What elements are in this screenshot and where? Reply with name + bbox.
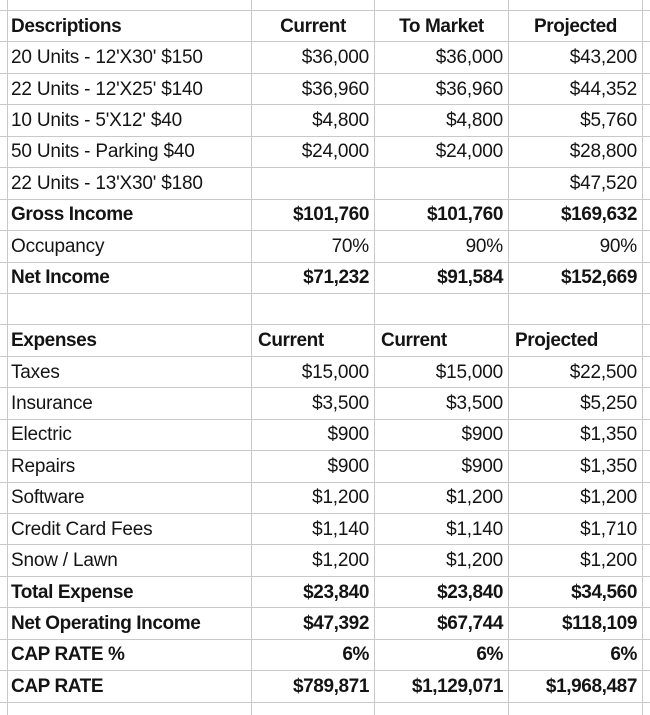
value-cell[interactable]: 70% xyxy=(252,231,375,262)
value-cell[interactable] xyxy=(252,168,375,199)
grid-margin-cell xyxy=(643,671,650,702)
row-label-cell[interactable]: Occupancy xyxy=(8,231,252,262)
value-cell[interactable]: $1,200 xyxy=(509,545,643,576)
value-cell[interactable]: $4,800 xyxy=(252,105,375,136)
row-label-cell[interactable]: Insurance xyxy=(8,388,252,419)
value-cell[interactable]: $1,140 xyxy=(252,514,375,545)
value-cell[interactable]: 90% xyxy=(375,231,509,262)
grid-margin-cell xyxy=(0,11,8,42)
value-cell[interactable]: $101,760 xyxy=(375,200,509,231)
grid-margin-cell xyxy=(0,388,8,419)
empty-cell[interactable] xyxy=(252,294,375,325)
value-cell[interactable]: $47,520 xyxy=(509,168,643,199)
value-cell[interactable]: $1,710 xyxy=(509,514,643,545)
grid-margin-cell xyxy=(643,545,650,576)
grid-margin-cell xyxy=(643,263,650,294)
empty-cell[interactable] xyxy=(509,294,643,325)
row-label-cell[interactable]: 22 Units - 12'X25' $140 xyxy=(8,74,252,105)
grid-margin-cell xyxy=(0,42,8,73)
value-cell[interactable]: $101,760 xyxy=(252,200,375,231)
empty-cell xyxy=(8,703,252,715)
row-label-cell[interactable]: 10 Units - 5'X12' $40 xyxy=(8,105,252,136)
grid-margin-cell xyxy=(0,168,8,199)
grid-margin-cell xyxy=(0,357,8,388)
row-label-cell[interactable]: Gross Income xyxy=(8,200,252,231)
value-cell[interactable]: $1,350 xyxy=(509,420,643,451)
value-cell[interactable]: $900 xyxy=(375,451,509,482)
row-label-cell[interactable]: CAP RATE xyxy=(8,671,252,702)
grid-margin-cell xyxy=(643,608,650,639)
grid-margin-cell xyxy=(0,451,8,482)
row-label-cell[interactable]: 22 Units - 13'X30' $180 xyxy=(8,168,252,199)
grid-margin-cell xyxy=(0,640,8,671)
value-cell[interactable]: $24,000 xyxy=(375,137,509,168)
value-cell[interactable]: $1,200 xyxy=(375,483,509,514)
value-cell[interactable]: $5,250 xyxy=(509,388,643,419)
grid-margin-cell xyxy=(643,105,650,136)
grid-margin-cell xyxy=(643,577,650,608)
value-cell[interactable]: $43,200 xyxy=(509,42,643,73)
grid-margin-cell xyxy=(643,388,650,419)
empty-cell xyxy=(509,703,643,715)
row-label-cell[interactable]: 20 Units - 12'X30' $150 xyxy=(8,42,252,73)
grid-margin-cell xyxy=(0,608,8,639)
grid-margin-cell xyxy=(643,200,650,231)
grid-margin-cell xyxy=(643,420,650,451)
value-cell[interactable]: $91,584 xyxy=(375,263,509,294)
grid-margin-cell xyxy=(0,325,8,356)
grid-margin-cell xyxy=(643,168,650,199)
grid-margin-cell xyxy=(643,11,650,42)
value-cell[interactable]: $36,000 xyxy=(375,42,509,73)
empty-cell xyxy=(375,0,509,11)
row-label-cell[interactable]: Taxes xyxy=(8,357,252,388)
value-cell[interactable]: $3,500 xyxy=(252,388,375,419)
column-header-cell[interactable]: Current xyxy=(252,11,375,42)
value-cell[interactable]: 90% xyxy=(509,231,643,262)
value-cell[interactable]: $4,800 xyxy=(375,105,509,136)
grid-margin-cell xyxy=(0,577,8,608)
value-cell[interactable]: $1,200 xyxy=(509,483,643,514)
value-cell[interactable]: $15,000 xyxy=(252,357,375,388)
row-label-cell[interactable]: Snow / Lawn xyxy=(8,545,252,576)
value-cell[interactable]: $36,960 xyxy=(375,74,509,105)
column-header-cell[interactable]: Current xyxy=(252,325,375,356)
value-cell[interactable]: $152,669 xyxy=(509,263,643,294)
grid-margin-cell xyxy=(0,703,8,715)
value-cell[interactable]: $1,200 xyxy=(252,483,375,514)
grid-margin-cell xyxy=(643,640,650,671)
empty-cell xyxy=(8,0,252,11)
row-label-cell[interactable]: Total Expense xyxy=(8,577,252,608)
grid-margin-cell xyxy=(0,483,8,514)
value-cell[interactable]: $67,744 xyxy=(375,608,509,639)
grid-margin-cell xyxy=(0,420,8,451)
column-header-cell[interactable]: Projected xyxy=(509,11,643,42)
value-cell[interactable]: $34,560 xyxy=(509,577,643,608)
empty-cell xyxy=(252,703,375,715)
grid-margin-cell xyxy=(643,294,650,325)
row-label-cell[interactable]: Software xyxy=(8,483,252,514)
empty-cell[interactable] xyxy=(375,294,509,325)
grid-margin-cell xyxy=(0,263,8,294)
value-cell[interactable]: $36,960 xyxy=(252,74,375,105)
grid-margin-cell xyxy=(643,357,650,388)
row-label-cell[interactable]: Credit Card Fees xyxy=(8,514,252,545)
grid-margin-cell xyxy=(0,671,8,702)
value-cell[interactable]: $47,392 xyxy=(252,608,375,639)
value-cell[interactable]: $24,000 xyxy=(252,137,375,168)
column-header-cell[interactable]: Projected xyxy=(509,325,643,356)
value-cell[interactable] xyxy=(375,168,509,199)
value-cell[interactable]: $15,000 xyxy=(375,357,509,388)
column-header-cell[interactable]: To Market xyxy=(375,11,509,42)
empty-cell xyxy=(509,0,643,11)
value-cell[interactable]: $1,968,487 xyxy=(509,671,643,702)
row-label-cell[interactable]: Net Income xyxy=(8,263,252,294)
grid-margin-cell xyxy=(643,451,650,482)
value-cell[interactable]: $900 xyxy=(252,451,375,482)
grid-margin-cell xyxy=(0,105,8,136)
grid-margin-cell xyxy=(643,514,650,545)
grid-margin-cell xyxy=(0,200,8,231)
empty-cell[interactable] xyxy=(8,294,252,325)
grid-margin-cell xyxy=(0,294,8,325)
value-cell[interactable]: $36,000 xyxy=(252,42,375,73)
value-cell[interactable]: $44,352 xyxy=(509,74,643,105)
column-header-cell[interactable]: Current xyxy=(375,325,509,356)
value-cell[interactable]: $28,800 xyxy=(509,137,643,168)
grid-margin-cell xyxy=(643,483,650,514)
value-cell[interactable]: $23,840 xyxy=(375,577,509,608)
value-cell[interactable]: $169,632 xyxy=(509,200,643,231)
value-cell[interactable]: $22,500 xyxy=(509,357,643,388)
value-cell[interactable]: $1,200 xyxy=(252,545,375,576)
value-cell[interactable]: $789,871 xyxy=(252,671,375,702)
value-cell[interactable]: $1,129,071 xyxy=(375,671,509,702)
column-header-cell[interactable]: Descriptions xyxy=(8,11,252,42)
grid-margin-cell xyxy=(643,231,650,262)
value-cell[interactable]: $900 xyxy=(375,420,509,451)
grid-margin-cell xyxy=(643,137,650,168)
value-cell[interactable]: $23,840 xyxy=(252,577,375,608)
value-cell[interactable]: $118,109 xyxy=(509,608,643,639)
row-label-cell[interactable]: Repairs xyxy=(8,451,252,482)
value-cell[interactable]: $900 xyxy=(252,420,375,451)
value-cell[interactable]: $3,500 xyxy=(375,388,509,419)
row-label-cell[interactable]: Net Operating Income xyxy=(8,608,252,639)
grid-margin-cell xyxy=(0,545,8,576)
grid-margin-cell xyxy=(643,74,650,105)
grid-margin-cell xyxy=(0,137,8,168)
grid-margin-cell xyxy=(643,0,650,11)
grid-margin-cell xyxy=(643,325,650,356)
empty-cell xyxy=(375,703,509,715)
value-cell[interactable]: $5,760 xyxy=(509,105,643,136)
value-cell[interactable]: $1,140 xyxy=(375,514,509,545)
column-header-cell[interactable]: Expenses xyxy=(8,325,252,356)
row-label-cell[interactable]: CAP RATE % xyxy=(8,640,252,671)
value-cell[interactable]: 6% xyxy=(375,640,509,671)
value-cell[interactable]: $1,350 xyxy=(509,451,643,482)
grid-margin-cell xyxy=(0,514,8,545)
value-cell[interactable]: $1,200 xyxy=(375,545,509,576)
grid-margin-cell xyxy=(0,0,8,11)
grid-margin-cell xyxy=(0,231,8,262)
value-cell[interactable]: 6% xyxy=(509,640,643,671)
row-label-cell[interactable]: 50 Units - Parking $40 xyxy=(8,137,252,168)
grid-margin-cell xyxy=(643,703,650,715)
empty-cell xyxy=(252,0,375,11)
grid-margin-cell xyxy=(0,74,8,105)
value-cell[interactable]: $71,232 xyxy=(252,263,375,294)
value-cell[interactable]: 6% xyxy=(252,640,375,671)
row-label-cell[interactable]: Electric xyxy=(8,420,252,451)
grid-margin-cell xyxy=(643,42,650,73)
